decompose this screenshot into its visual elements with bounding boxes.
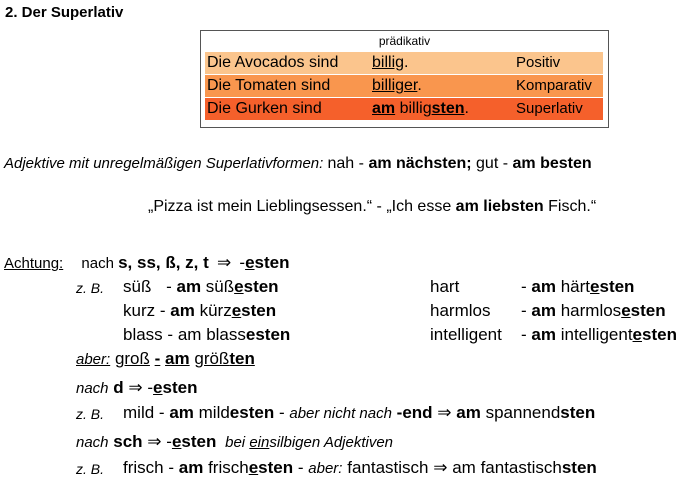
aber-gross-line: aber: groß - am größten (76, 349, 255, 368)
example-right-3-form: - am intelligentesten (521, 325, 677, 344)
row-label: Positiv (516, 54, 561, 71)
quote-line: „Pizza ist mein Lieblingsessen.“ - „Ich esse am liebsten Fisch.“ (148, 198, 597, 215)
example-right-2-word: harmlos (430, 301, 491, 320)
example-marker: z. B. (76, 461, 105, 477)
table-row-superlativ (205, 98, 603, 120)
example-right-2-form: - am harmlosesten (521, 301, 666, 320)
example-right-1-form: - am härtesten (521, 277, 635, 296)
page-title: 2. Der Superlativ (5, 4, 124, 21)
table-row-komparativ (205, 75, 603, 97)
example-left-2: kurz - am kürzesten (123, 301, 277, 320)
irregular-line: Adjektive mit unregelmäßigen Superlativformen: nah - am nächsten; gut - am besten (4, 155, 592, 172)
mild-line: mild - am mildesten - aber nicht nach -end ⇒ am spannendsten (123, 403, 596, 422)
nach-sch-line: nach sch ⇒ -esten bei einsilbigen Adjektiven (76, 432, 394, 451)
row-adjective: billig. (372, 54, 409, 71)
row-label: Superlativ (516, 100, 583, 117)
row-subject: Die Avocados sind (207, 54, 339, 71)
achtung-label: Achtung: (4, 255, 64, 272)
comparison-table (200, 30, 609, 128)
example-right-1-word: hart (430, 277, 460, 296)
row-adjective: billiger. (372, 77, 422, 94)
example-marker: z. B. (76, 406, 105, 422)
row-adjective: am billigsten. (372, 100, 469, 117)
example-left-3: blass - am blassesten (123, 325, 291, 344)
row-subject: Die Tomaten sind (207, 77, 331, 94)
table-row-positiv (205, 52, 603, 74)
achtung-line: Achtung: nach s, ss, ß, z, t ⇒ -esten (4, 253, 290, 272)
table-header: prädikativ (378, 34, 431, 48)
example-marker: z. B. (76, 280, 105, 296)
nach-d-line: nach d ⇒ -esten (76, 378, 198, 397)
frisch-line: frisch - am frischesten - aber: fantastisch ⇒ am fantastischsten (123, 458, 597, 477)
example-right-3-word: intelligent (430, 325, 502, 344)
row-label: Komparativ (516, 77, 592, 94)
example-left-1: süß - am süßesten (123, 277, 279, 296)
row-subject: Die Gurken sind (207, 100, 322, 117)
